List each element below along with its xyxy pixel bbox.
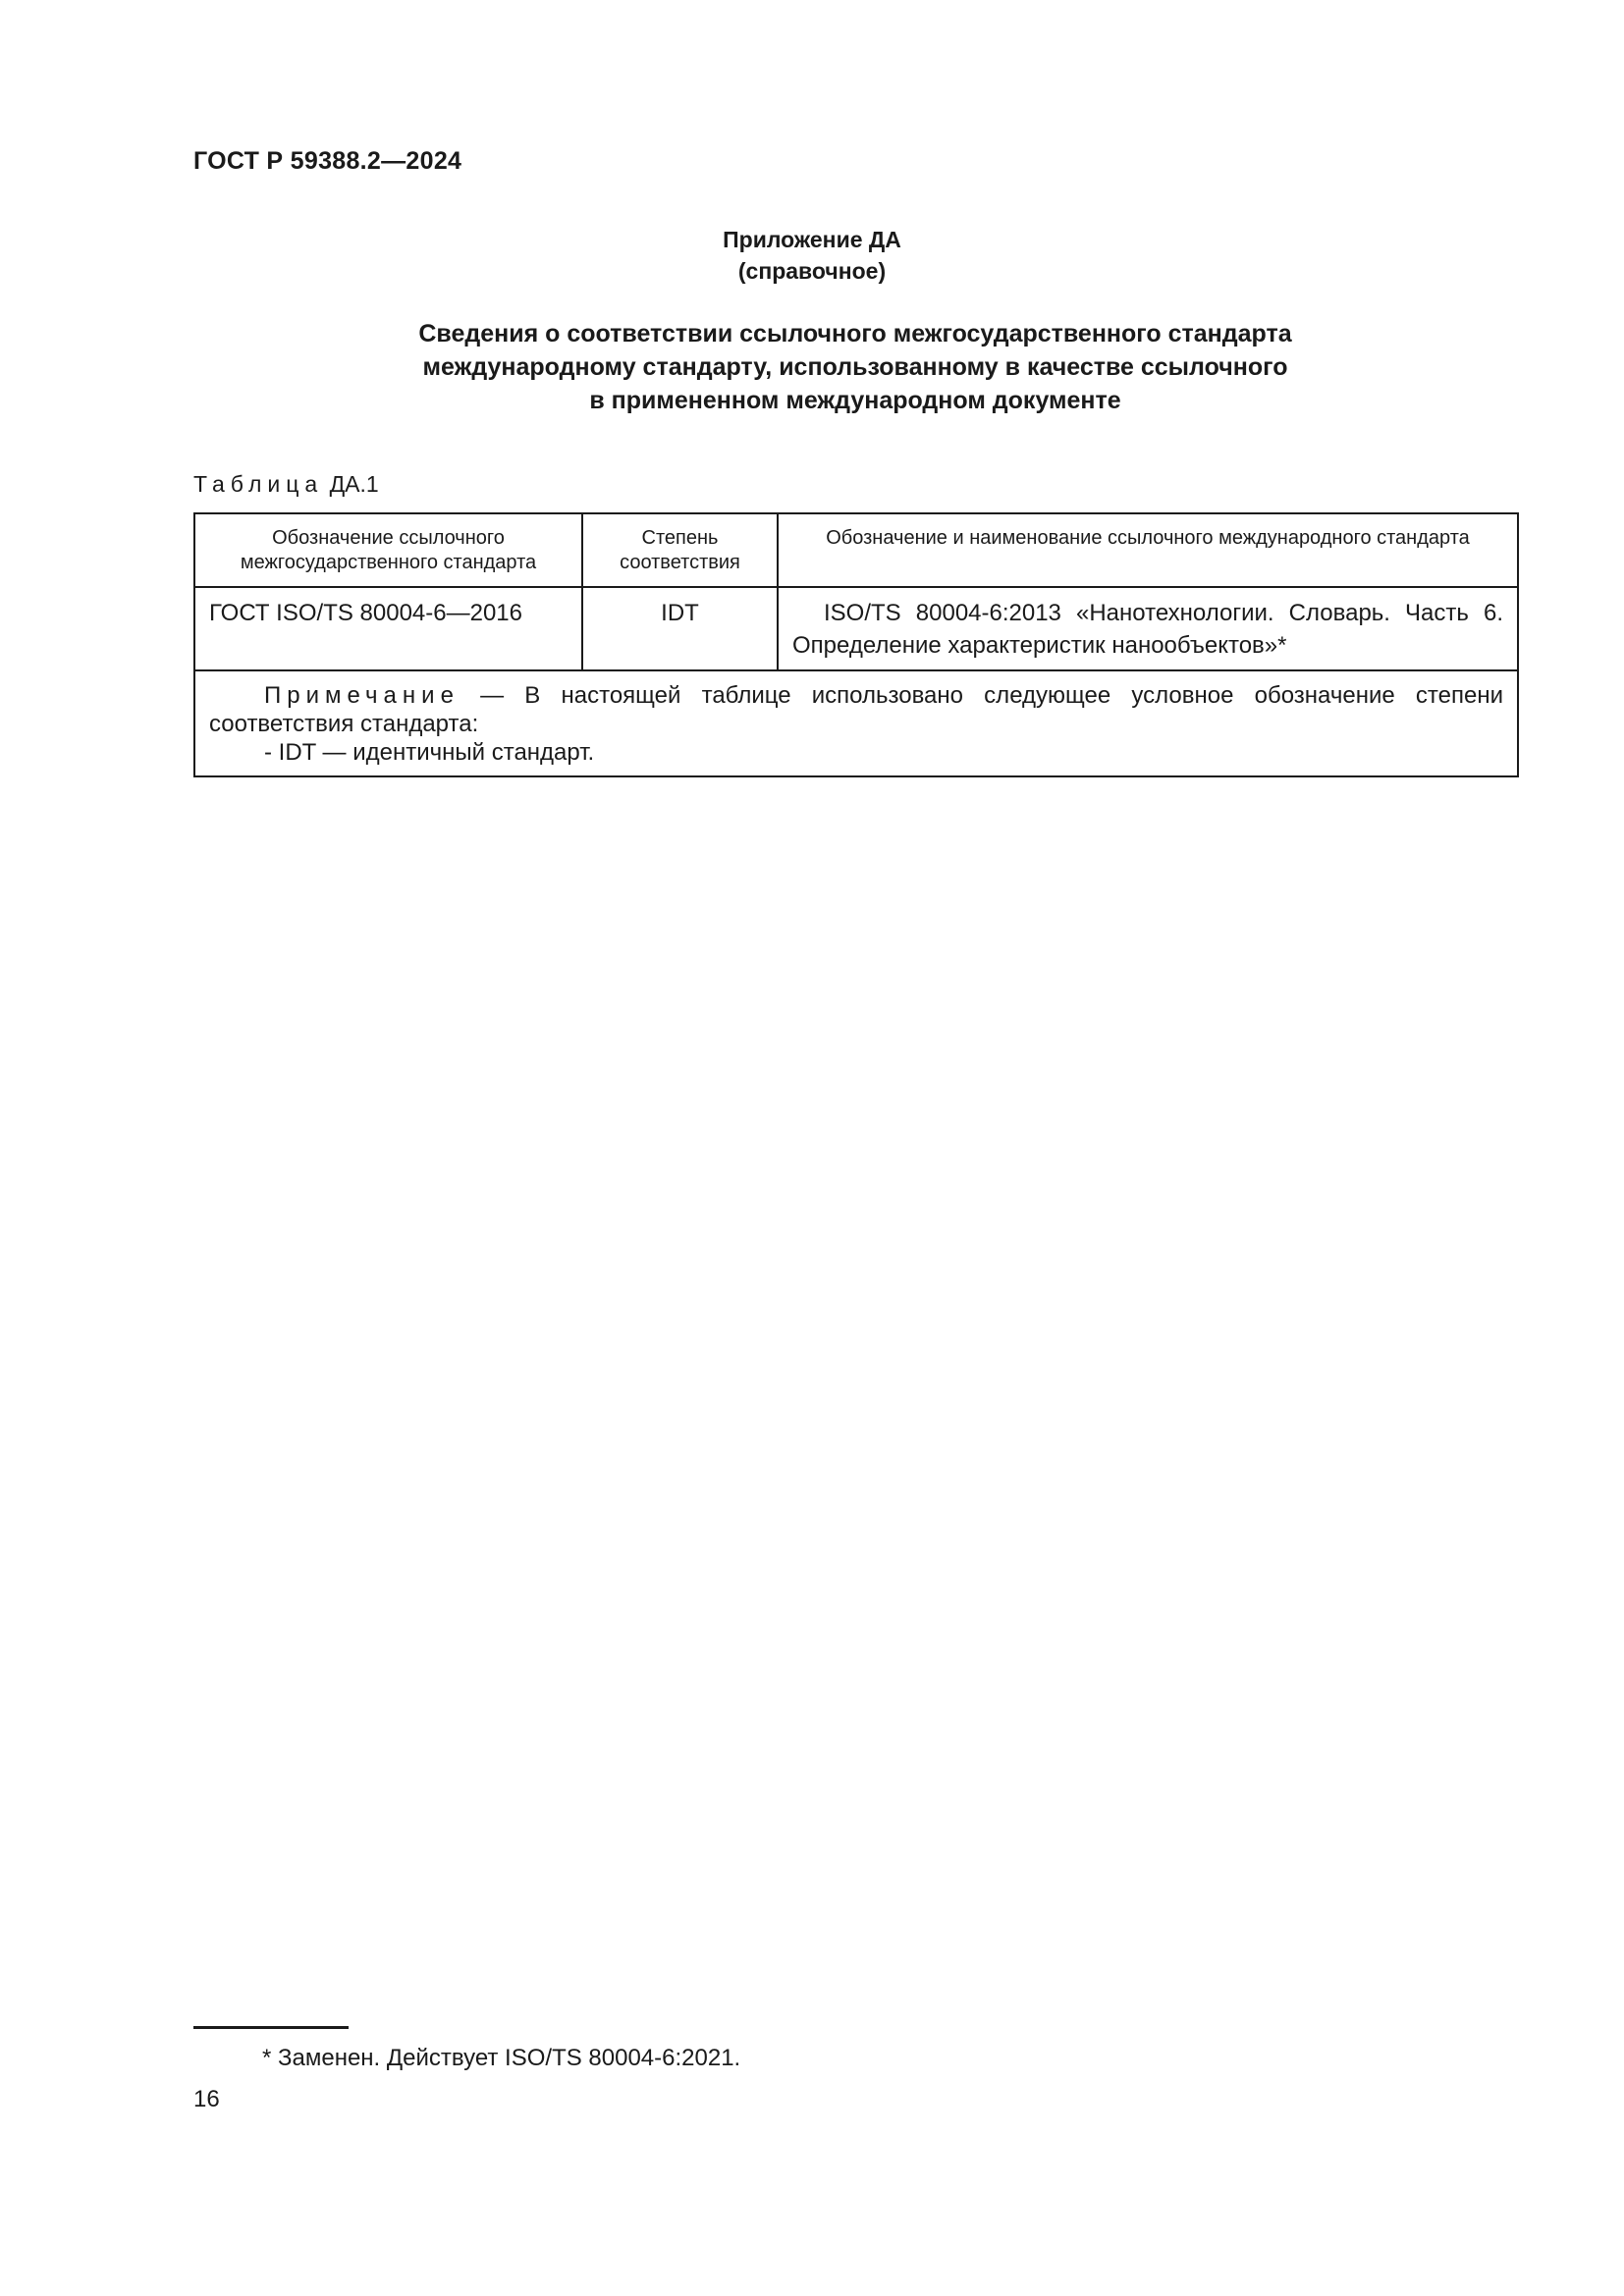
column-header-gost: Обозначение ссылочного межгосударственного стандарта [194,513,582,587]
note-text: — В настоящей таблице использовано следующее условное обозначение степени соответствия стандарта: [209,682,1503,737]
section-heading-line-1: Сведения о соответствии ссылочного межгосударственного стандарта [418,320,1292,347]
section-heading-line-2: международному стандарту, использованному в качестве ссылочного [422,353,1288,381]
column-header-degree: Степень соответствия [582,513,778,587]
table-row [194,587,1518,670]
table-note-row [194,670,1518,776]
table-note [194,670,1518,776]
document-code: ГОСТ Р 59388.2—2024 [193,147,462,175]
note-label: Примечание [264,682,460,709]
footnote-divider [193,2026,349,2029]
footnote: * Заменен. Действует ISO/TS 80004-6:2021. [262,2045,741,2071]
table-header-row [194,513,1518,587]
table-caption [193,471,379,498]
column-header-intl: Обозначение и наименование ссылочного международного стандарта [778,513,1518,587]
section-heading-line-3: в примененном международном документе [589,387,1121,414]
appendix-title: Приложение ДА [723,227,901,252]
cell-gost-designation: ГОСТ ISO/TS 80004-6—2016 [194,587,582,670]
table-caption-number: ДА.1 [329,471,379,497]
page-number: 16 [193,2086,220,2112]
cell-intl-standard: ISO/TS 80004-6:2013 «Нанотехнологии. Словарь. Часть 6. Определение характеристик нанообъектов»* [778,587,1518,670]
table-caption-word: Таблица [193,471,324,497]
cell-degree: IDT [582,587,778,670]
note-list-item: - IDT — идентичный стандарт. [264,739,595,766]
appendix-type: (справочное) [737,258,887,284]
note-paragraph [209,681,1503,738]
correspondence-table [193,512,1519,777]
